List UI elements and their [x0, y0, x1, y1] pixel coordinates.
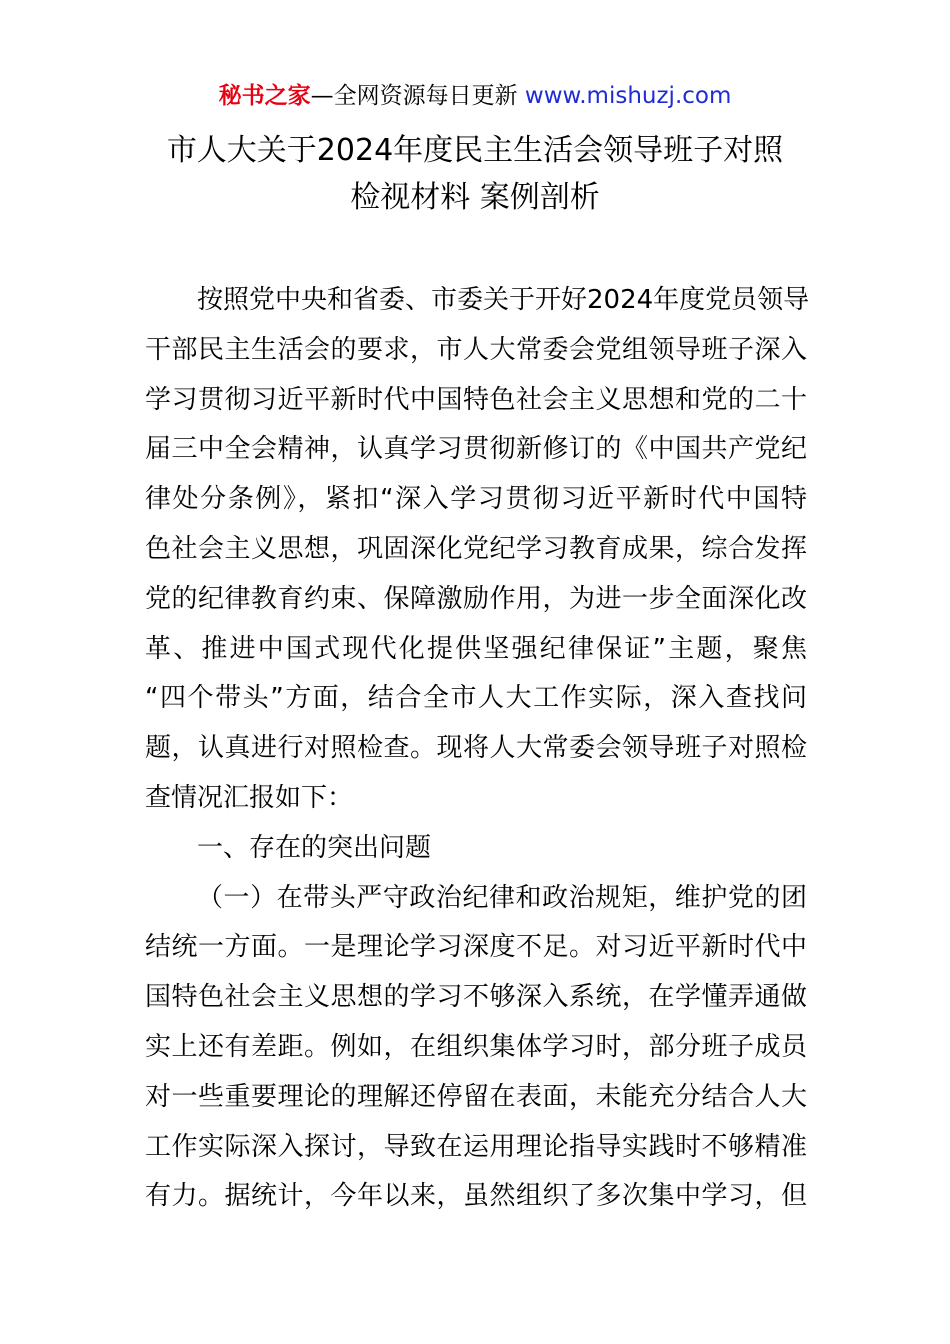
body-line: 工作实际深入探讨，导致在运用理论指导实践时不够精准 — [145, 1131, 807, 1162]
site-tagline: —全网资源每日更新 — [310, 83, 525, 109]
body-line: 实上还有差距。例如，在组织集体学习时，部分班子成员 — [145, 1031, 807, 1062]
body-line: 国特色社会主义思想的学习不够深入系统，在学懂弄通做 — [145, 982, 807, 1013]
site-url-link[interactable]: www.mishuzj.com — [524, 83, 732, 109]
body-line: 革、推进中国式现代化提供坚强纪律保证”主题，聚焦 — [145, 633, 807, 664]
body-line: 结统一方面。一是理论学习深度不足。对习近平新时代中 — [145, 932, 807, 963]
body-line: 干部民主生活会的要求，市人大常委会党组领导班子深入 — [145, 334, 807, 365]
body-line: 有力。据统计，今年以来，虽然组织了多次集中学习，但 — [145, 1181, 807, 1212]
site-header — [0, 80, 950, 112]
body-line: 题，认真进行对照检查。现将人大常委会领导班子对照检 — [145, 733, 807, 764]
body-line: 按照党中央和省委、市委关于开好2024年度党员领导 — [197, 285, 810, 315]
body-line: 届三中全会精神，认真学习贯彻新修订的《中国共产党纪 — [145, 434, 807, 465]
document-body — [145, 276, 810, 1222]
title-line-2: 检视材料 案例剖析 — [350, 180, 600, 215]
body-line: （一）在带头严守政治纪律和政治规矩，维护党的团 — [197, 882, 807, 913]
body-line: 查情况汇报如下： — [145, 782, 354, 813]
body-line: 色社会主义思想，巩固深化党纪学习教育成果，综合发挥 — [145, 533, 807, 564]
section-heading: 一、存在的突出问题 — [197, 832, 432, 863]
title-line-1: 市人大关于2024年度民主生活会领导班子对照 — [166, 133, 784, 168]
body-line: 学习贯彻习近平新时代中国特色社会主义思想和党的二十 — [145, 384, 807, 415]
site-brand: 秘书之家 — [218, 83, 311, 109]
document-title — [100, 127, 850, 221]
body-line: “四个带头”方面，结合全市人大工作实际，深入查找问 — [145, 683, 807, 714]
body-line: 对一些重要理论的理解还停留在表面，未能充分结合人大 — [145, 1081, 807, 1112]
body-line: 党的纪律教育约束、保障激励作用，为进一步全面深化改 — [145, 583, 807, 614]
body-line: 律处分条例》，紧扣“深入学习贯彻习近平新时代中国特 — [145, 484, 807, 515]
